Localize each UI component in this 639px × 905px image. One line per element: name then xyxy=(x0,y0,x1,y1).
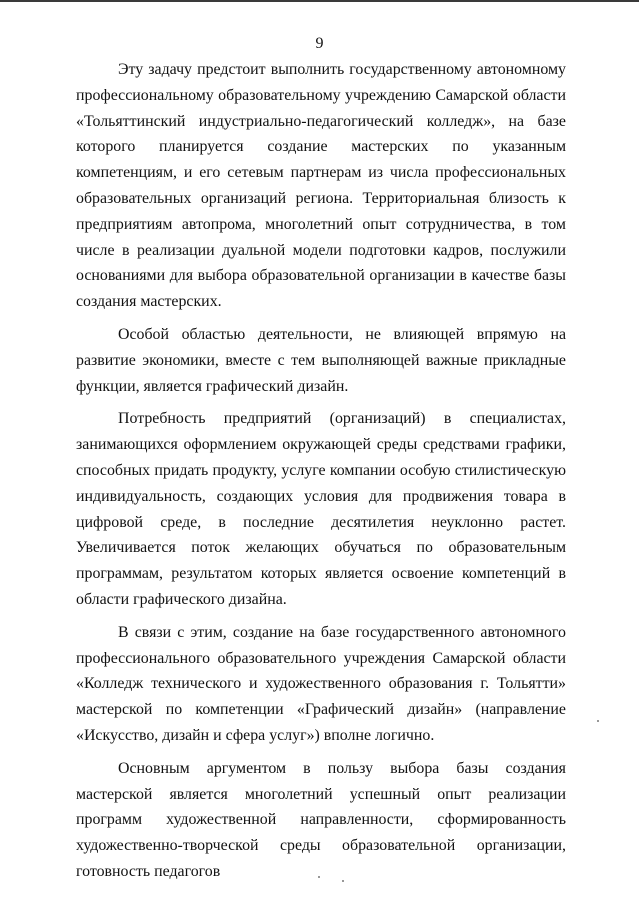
page-top-edge-line xyxy=(0,0,639,2)
scan-speck xyxy=(597,720,599,722)
page-number: 9 xyxy=(315,35,324,52)
paragraph-graphic-design-field: Особой областью деятельности, не влияющей впрямую на развитие экономики, вместе с тем выполняющей важные прикладные функции, является графический дизайн. xyxy=(76,325,566,395)
paragraph-main-argument: Основным аргументом в пользу выбора базы создания мастерской является многолетний успешный опыт реализации программ художественной направленности, сформированность художественно-творческой среды образовательной организации, готовность педагогов xyxy=(76,759,566,880)
scan-speck xyxy=(318,876,320,878)
paragraph-college-choice: В связи с этим, создание на базе государственного автономного профессионального образовательного учреждения Самарской области «Колледж технического и художественного образования г. Тольятти» мастерской по компетенции «Графический дизайн» (направление «Искусство, дизайн и сфера услуг») вполне логично. xyxy=(76,623,566,744)
scan-speck xyxy=(342,880,344,882)
paragraph-specialist-demand: Потребность предприятий (организаций) в специалистах, занимающихся оформлением окружающей среды средствами графики, способных придать продукту, услуге компании особую стилистическую индивидуальность, создающих условия для продвижения товара в цифровой среде, в последние десятилетия неуклонно растет. Увеличивается поток желающих обучаться по образовательным программам, результатом которых является освоение компетенций в области графического дизайна. xyxy=(76,410,566,608)
paragraph-workshop-base-tipk: Эту задачу предстоит выполнить государственному автономному профессиональному образовательному учреждению Самарской области «Тольяттинский индустриально-педагогический колледж», на базе которого планируется создание мастерских по указанным компетенциям, и его сетевым партнерам из числа профессиональных образовательных организаций региона. Территориальная близость к предприятиям автопрома, многолетний опыт сотрудничества, в том числе в реализации дуальной модели подготовки кадров, послужили основаниями для выбора образовательной организации в качестве базы создания мастерских. xyxy=(76,61,566,311)
document-body xyxy=(76,57,566,885)
